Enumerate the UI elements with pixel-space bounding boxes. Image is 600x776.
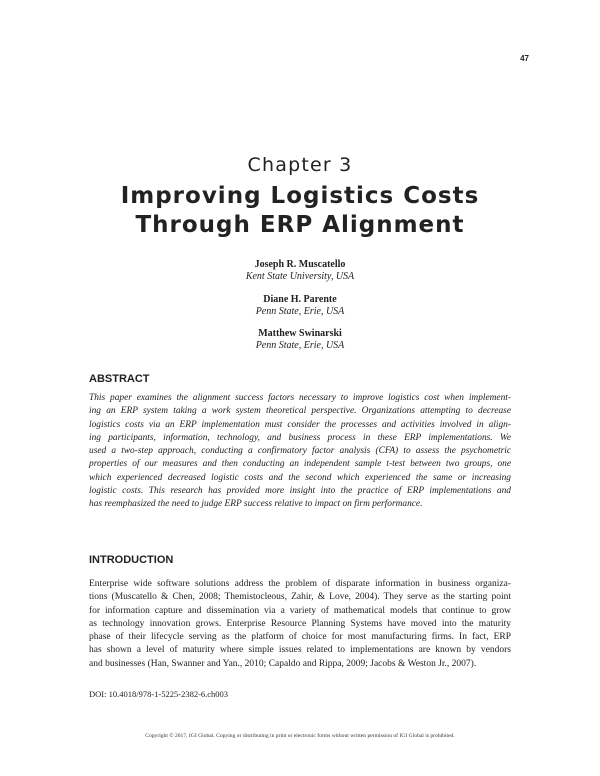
introduction-heading: INTRODUCTION [89,554,174,566]
abstract-line: logistic costs. This research has provided more insight into the practice of ERP implementations and [89,486,511,497]
author-affiliation: Penn State, Erie, USA [255,306,345,317]
author-block [0,294,600,318]
author-block [0,328,600,352]
abstract-line: which experienced decreased logistic costs and the second which experienced the same or increasing [89,472,511,483]
introduction-text [89,578,511,671]
abstract-line: has reemphasized the need to judge ERP success relative to impact on firm performance. [89,499,423,510]
introduction-line: as technology innovation grows. Enterprise Resource Planning Systems have moved into the maturity [89,618,511,629]
author-affiliation: Penn State, Erie, USA [255,340,345,351]
abstract-line: ing participants, information, technology, and business process in these ERP implementations. We [89,432,511,443]
author-name: Matthew Swinarski [258,328,342,339]
introduction-line: for information capture and dissemination via a variety of mathematical models that continue to grow [89,605,511,616]
introduction-line: and businesses (Han, Swanner and Yan., 2010; Capaldo and Rippa, 2009; Jacobs & Weston Jr., 2007). [89,658,477,669]
chapter-title-line: Through ERP Alignment [135,212,465,238]
copyright-notice: Copyright © 2017, IGI Global. Copying or distributing in print or electronic forms without written permission of IGI Global is prohibited. [145,733,455,739]
chapter-title [0,182,600,240]
abstract-line: This paper examines the alignment success factors necessary to improve logistics cost when implement- [89,393,511,403]
author-name: Joseph R. Muscatello [254,259,346,270]
author-affiliation: Kent State University, USA [245,271,355,282]
abstract-text [89,392,511,512]
introduction-line: tions (Muscatello & Chen, 2008; Themistocleous, Zahir, & Love, 2004). They serve as the starting point [89,592,511,603]
author-block [0,259,600,283]
abstract-line: properties of our measures and then conducting an independent sample t-test between two groups, one [89,459,511,470]
doi-text: DOI: 10.4018/978-1-5225-2382-6.ch003 [89,689,229,699]
page-number: 47 [520,54,529,63]
chapter-label: Chapter 3 [247,154,353,176]
abstract-line: used a two-step approach, conducting a confirmatory factor analysis (CFA) to assess the psychometric [89,446,511,457]
author-name: Diane H. Parente [263,294,337,305]
introduction-line: Enterprise wide software solutions address the problem of disparate information in business organiza- [89,579,511,589]
abstract-heading: ABSTRACT [89,373,150,385]
chapter-title-line: Improving Logistics Costs [120,183,480,209]
abstract-line: logistics costs via an ERP implementation must consider the processes and activities involved in align- [89,419,511,430]
introduction-line: has shown a level of maturity where simple issues related to implementations are known by vendors [89,645,511,656]
abstract-line: ing an ERP system taking a work system theoretical perspective. Organizations attempting to decrease [89,406,511,417]
introduction-line: phase of their lifecycle serving as the platform of choice for most manufacturing firms. In fact, ERP [89,632,511,643]
